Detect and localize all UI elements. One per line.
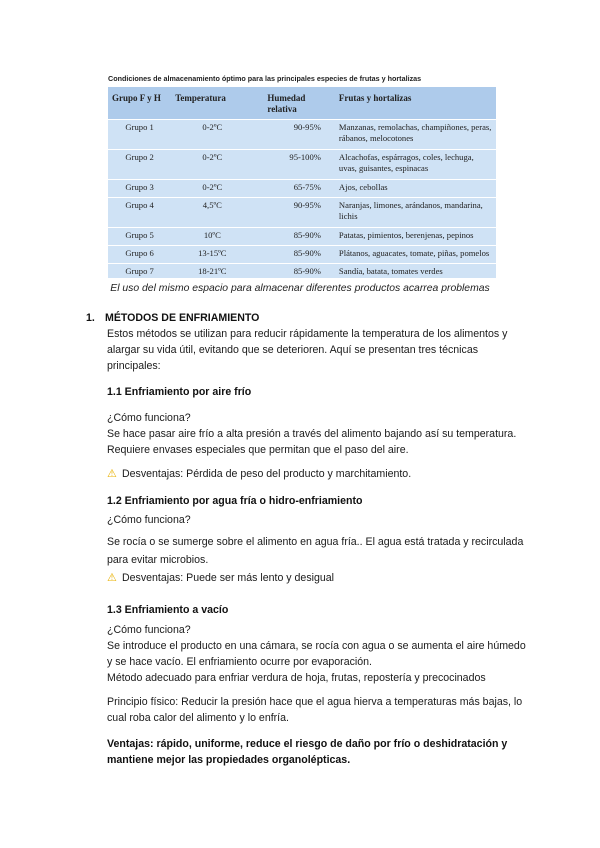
body-1-3-method: Método adecuado para enfriar verdura de hoja, frutas, repostería y precocinados <box>107 672 486 684</box>
header-humidity: Humedad relativa <box>267 93 306 114</box>
cell-temperature: 0-2ºC <box>202 181 223 192</box>
table-row <box>108 245 496 263</box>
table-caption: Condiciones de almacenamiento óptimo para las principales especies de frutas y hortalizas <box>108 74 422 83</box>
table-header-row <box>108 87 496 119</box>
question-1-3: ¿Cómo funciona? <box>107 624 191 636</box>
body-1-2: Se rocía o se sumerge sobre el alimento en agua fría.. El agua está tratada y recirculada para evitar microbios. <box>107 536 524 566</box>
physical-principle: Principio físico: Reducir la presión hace que el agua hierva a temperaturas más bajas, lo cual roba calor del alimento y lo enfría. <box>107 696 523 724</box>
subsection-title-1-2: 1.2 Enfriamiento por agua fría o hidro-enfriamiento <box>107 495 363 507</box>
question-1-2: ¿Cómo funciona? <box>107 514 191 526</box>
cell-group: Grupo 1 <box>125 121 154 132</box>
cell-temperature: 0-2ºC <box>202 151 223 162</box>
cell-group: Grupo 2 <box>125 151 154 162</box>
cell-humidity: 85-90% <box>293 247 321 258</box>
table-row <box>108 263 496 281</box>
warning-icon: ⚠ <box>107 572 117 584</box>
cell-temperature: 4,5ºC <box>202 199 222 210</box>
cell-humidity: 65-75% <box>293 181 321 192</box>
cell-temperature: 10ºC <box>203 229 221 240</box>
cell-humidity: 90-95% <box>293 121 321 132</box>
cell-temperature: 18-21ºC <box>198 265 227 276</box>
table-row <box>108 149 496 179</box>
body-1-1: Se hace pasar aire frío a alta presión a través del alimento bajando así su temperatura. Requiere envases especiales que permitan que el paso del aire. <box>107 428 517 456</box>
cell-products: Manzanas, remolachas, champiñones, peras, rábanos, melocotones <box>338 121 492 143</box>
cell-group: Grupo 6 <box>125 247 154 258</box>
drawback-text-1-1: Desventajas: Pérdida de peso del producto y marchitamiento. <box>122 468 412 480</box>
table-row <box>108 227 496 245</box>
question-1-1: ¿Cómo funciona? <box>107 412 191 424</box>
subsection-title-1-3: 1.3 Enfriamiento a vacío <box>107 604 229 616</box>
cell-humidity: 85-90% <box>293 265 321 276</box>
cell-products: Plátanos, aguacates, tomate, piñas, pomelos <box>338 247 490 258</box>
storage-table-container <box>108 87 496 278</box>
cell-group: Grupo 5 <box>125 229 154 240</box>
header-products: Frutas y hortalizas <box>338 93 412 103</box>
cell-humidity: 90-95% <box>293 199 321 210</box>
header-group: Grupo F y H <box>112 93 161 103</box>
cell-products: Ajos, cebollas <box>338 181 388 192</box>
storage-table <box>108 87 496 281</box>
cell-group: Grupo 3 <box>125 181 154 192</box>
section-number: 1. <box>86 312 95 324</box>
cell-humidity: 85-90% <box>293 229 321 240</box>
section-intro: Estos métodos se utilizan para reducir rápidamente la temperatura de los alimentos y alargar su vida útil, evitando que se deterioren. Aquí se presentan tres técnicas principales: <box>107 328 508 372</box>
subsection-title-1-1: 1.1 Enfriamiento por aire frío <box>107 386 252 398</box>
table-row <box>108 179 496 197</box>
advantages-text: Ventajas: rápido, uniforme, reduce el riesgo de daño por frío o deshidratación y mantiene mejor las propiedades organolépticas. <box>107 738 508 766</box>
body-1-3: Se introduce el producto en una cámara, se rocía con agua o se aumenta el aire húmedo y se hace vacío. El enfriamiento ocurre por evaporación. <box>107 640 526 668</box>
section-heading <box>86 312 259 324</box>
cell-products: Naranjas, limones, arándanos, mandarina, lichis <box>338 199 483 221</box>
cell-humidity: 95-100% <box>289 151 321 162</box>
cell-group: Grupo 7 <box>125 265 154 276</box>
table-note: El uso del mismo espacio para almacenar diferentes productos acarrea problemas <box>110 283 490 294</box>
header-temperature: Temperatura <box>175 93 226 103</box>
cell-temperature: 13-15ºC <box>198 247 227 258</box>
table-row <box>108 119 496 149</box>
drawback-text-1-2: Desventajas: Puede ser más lento y desigual <box>122 572 334 584</box>
cell-group: Grupo 4 <box>125 199 154 210</box>
drawback-1-2 <box>107 570 527 586</box>
cell-temperature: 0-2ºC <box>202 121 223 132</box>
section-title: MÉTODOS DE ENFRIAMIENTO <box>105 312 260 324</box>
cell-products: Patatas, pimientos, berenjenas, pepinos <box>338 229 474 240</box>
cell-products: Sandía, batata, tomates verdes <box>338 265 443 276</box>
cell-products: Alcachofas, espárragos, coles, lechuga, uvas, guisantes, espinacas <box>338 151 474 173</box>
drawback-1-1 <box>107 466 527 482</box>
table-row <box>108 197 496 227</box>
warning-icon: ⚠ <box>107 468 117 480</box>
